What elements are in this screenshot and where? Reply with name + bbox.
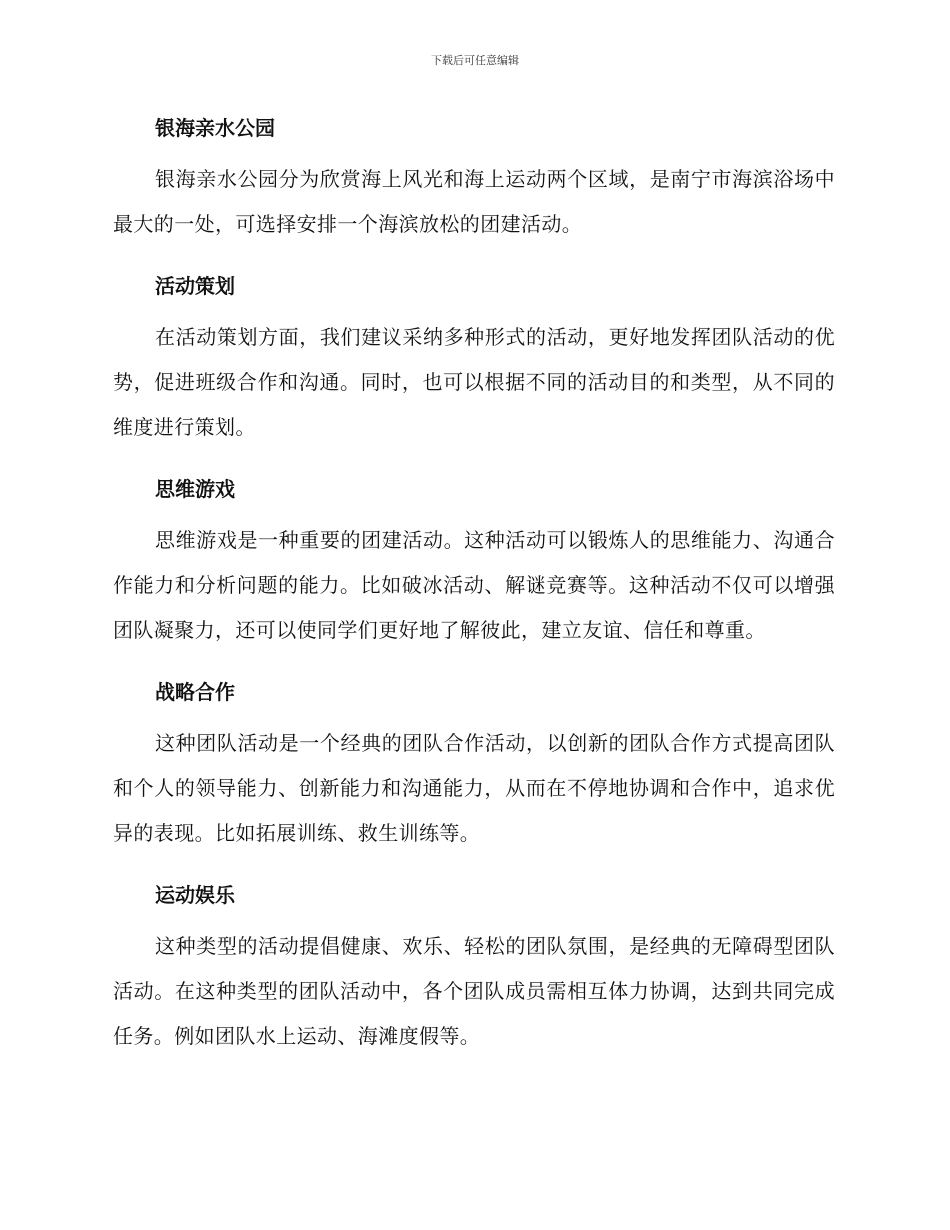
section-paragraph: 在活动策划方面，我们建议采纳多种形式的活动，更好地发挥团队活动的优势，促进班级合作和沟通。同时，也可以根据不同的活动目的和类型，从不同的维度进行策划。 xyxy=(113,325,835,439)
section-paragraph: 思维游戏是一种重要的团建活动。这种活动可以锻炼人的思维能力、沟通合作能力和分析问题的能力。比如破冰活动、解谜竞赛等。这种活动不仅可以增强团队凝聚力，还可以使同学们更好地了解彼此，建立友谊、信任和尊重。 xyxy=(113,528,835,642)
section-sports-entertainment xyxy=(113,878,835,1059)
section-paragraph: 这种团队活动是一个经典的团队合作活动，以创新的团队合作方式提高团队和个人的领导能力、创新能力和沟通能力，从而在不停地协调和合作中，追求优异的表现。比如拓展训练、救生训练等。 xyxy=(113,731,835,845)
document-body xyxy=(113,111,835,1081)
section-strategic-cooperation xyxy=(113,675,835,856)
section-activity-planning xyxy=(113,269,835,450)
section-paragraph: 银海亲水公园分为欣赏海上风光和海上运动两个区域，是南宁市海滨浴场中最大的一处，可选择安排一个海滨放松的团建活动。 xyxy=(113,167,835,236)
section-yinhai-park xyxy=(113,111,835,247)
section-heading: 思维游戏 xyxy=(155,477,235,501)
section-heading: 运动娱乐 xyxy=(155,883,235,907)
page-header-note: 下载后可任意编辑 xyxy=(431,54,519,67)
section-heading: 战略合作 xyxy=(155,680,235,704)
section-paragraph: 这种类型的活动提倡健康、欢乐、轻松的团队氛围，是经典的无障碍型团队活动。在这种类型的团队活动中，各个团队成员需相互体力协调，达到共同完成任务。例如团队水上运动、海滩度假等。 xyxy=(113,934,835,1048)
section-thinking-games xyxy=(113,472,835,653)
section-heading: 银海亲水公园 xyxy=(155,116,275,140)
section-heading: 活动策划 xyxy=(155,274,235,298)
